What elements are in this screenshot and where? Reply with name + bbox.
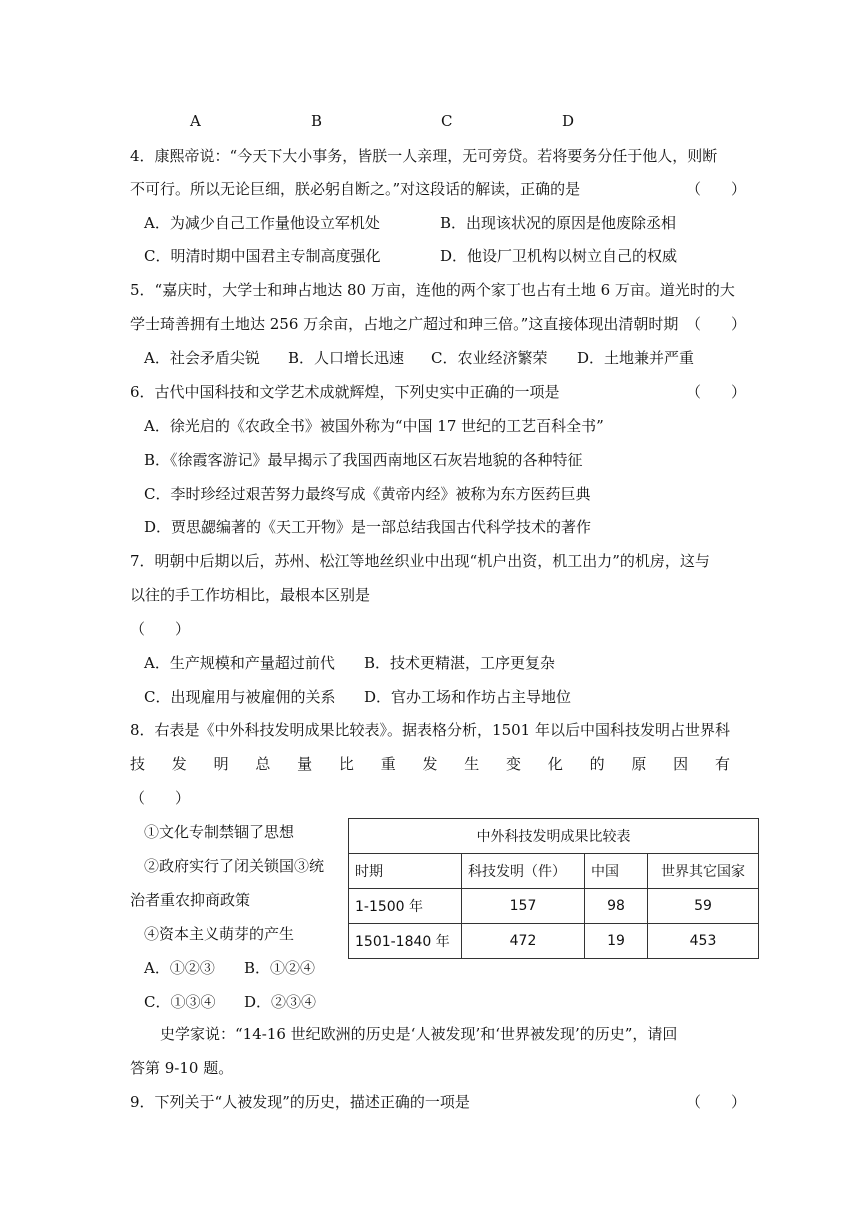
q8-item-2-cont: 治者重农抑商政策 — [130, 891, 251, 909]
table-row — [349, 924, 759, 959]
intro-line2: 答第 9-10 题。 — [130, 1059, 234, 1077]
q5-option-c: C．农业经济繁荣 — [431, 349, 548, 367]
q8-char: 发 — [422, 755, 438, 773]
q8-char: 变 — [506, 755, 522, 773]
q7-option-d: D．官办工场和作坊占主导地位 — [364, 688, 572, 706]
option-label-b: B — [311, 112, 323, 130]
table-cell: 453 — [648, 924, 759, 959]
q4-option-b: B．出现该状况的原因是他废除丞相 — [440, 214, 677, 232]
table-cell: 98 — [585, 889, 648, 924]
q6-option-c: C．李时珍经过艰苦努力最终写成《黄帝内经》被称为东方医药巨典 — [144, 485, 591, 503]
q5-stem-line2: 学士琦善拥有土地达 256 万余亩，占地之广超过和珅三倍。”这直接体现出清朝时期 — [130, 315, 679, 333]
q8-char: 技 — [130, 755, 146, 773]
q8-char: 因 — [673, 755, 689, 773]
q4-stem-line2: 不可行。所以无论巨细，朕必躬自断之。”对这段话的解读，正确的是 — [130, 180, 581, 198]
q8-char: 发 — [171, 755, 187, 773]
table-header-row — [349, 854, 759, 889]
q8-char: 重 — [380, 755, 396, 773]
q8-char: 化 — [547, 755, 563, 773]
q8-option-a: A．①②③ — [144, 959, 215, 977]
option-label-a: A — [190, 112, 201, 130]
q4-stem-line1: 4．康熙帝说：“今天下大小事务，皆朕一人亲理，无可旁贷。若将要务分任于他人，则断 — [130, 147, 718, 165]
q6-option-a: A．徐光启的《农政全书》被国外称为“中国 17 世纪的工艺百科全书” — [144, 417, 604, 435]
q6-option-b: B．《徐霞客游记》最早揭示了我国西南地区石灰岩地貌的各种特征 — [144, 451, 583, 469]
q5-option-d: D．土地兼并严重 — [577, 349, 695, 367]
table-header: 时期 — [349, 854, 462, 889]
table-cell: 19 — [585, 924, 648, 959]
table-cell: 1-1500 年 — [349, 889, 462, 924]
q8-option-c: C．①③④ — [144, 993, 216, 1011]
q7-stem-line1: 7．明朝中后期以后，苏州、松江等地丝织业中出现“机户出资，机工出力”的机房，这与 — [130, 552, 710, 570]
q6-answer-blank: （ ） — [686, 383, 747, 401]
q8-char: 明 — [213, 755, 229, 773]
q9-stem: 9．下列关于“人被发现”的历史，描述正确的一项是 — [130, 1093, 470, 1111]
q8-char: 有 — [714, 755, 730, 773]
q7-answer-blank: （ ） — [130, 620, 191, 638]
table-cell: 472 — [462, 924, 585, 959]
table-caption: 中外科技发明成果比较表 — [349, 819, 759, 854]
table-header: 科技发明（件） — [462, 854, 585, 889]
table-header: 中国 — [585, 854, 648, 889]
q6-stem: 6．古代中国科技和文学艺术成就辉煌，下列史实中正确的一项是 — [130, 383, 560, 401]
q8-char: 总 — [255, 755, 271, 773]
q8-char: 原 — [631, 755, 647, 773]
q8-item-2: ②政府实行了闭关锁国③统 — [144, 857, 325, 875]
q8-item-1: ①文化专制禁锢了思想 — [144, 823, 295, 841]
q8-char: 生 — [464, 755, 480, 773]
q8-char: 的 — [589, 755, 605, 773]
q4-option-c: C．明清时期中国君主专制高度强化 — [144, 247, 381, 265]
table-cell: 59 — [648, 889, 759, 924]
table-row — [349, 889, 759, 924]
intro-line1: 史学家说：“14-16 世纪欧洲的历史是‘人被发现’和‘世界被发现’的历史”，请回 — [160, 1025, 678, 1043]
q4-answer-blank: （ ） — [686, 180, 747, 198]
q7-option-a: A．生产规模和产量超过前代 — [144, 654, 335, 672]
option-label-d: D — [562, 112, 575, 130]
q8-option-b: B．①②④ — [244, 959, 316, 977]
q4-option-a: A．为减少自己工作量他设立军机处 — [144, 214, 380, 232]
q8-answer-blank: （ ） — [130, 789, 191, 807]
q5-option-b: B．人口增长迅速 — [288, 349, 405, 367]
option-label-c: C — [441, 112, 453, 130]
q8-stem-line1: 8．右表是《中外科技发明成果比较表》。据表格分析，1501 年以后中国科技发明占世界科 — [130, 721, 730, 739]
q4-option-d: D．他设厂卫机构以树立自己的权威 — [440, 247, 678, 265]
q8-stem-line2 — [130, 754, 730, 774]
table-cell: 1501-1840 年 — [349, 924, 462, 959]
q7-option-c: C．出现雇用与被雇佣的关系 — [144, 688, 336, 706]
q7-stem-line2: 以往的手工作坊相比，最根本区别是 — [130, 586, 371, 604]
q7-option-b: B．技术更精湛，工序更复杂 — [364, 654, 556, 672]
table-cell: 157 — [462, 889, 585, 924]
comparison-table — [348, 818, 759, 959]
q9-answer-blank: （ ） — [686, 1093, 747, 1111]
q8-option-d: D．②③④ — [244, 993, 317, 1011]
q5-stem-line1: 5．“嘉庆时，大学士和珅占地达 80 万亩，连他的两个家丁也占有土地 6 万亩。道光时的大 — [130, 281, 735, 299]
q5-option-a: A．社会矛盾尖锐 — [144, 349, 260, 367]
table-caption-row — [349, 819, 759, 854]
q8-char: 量 — [297, 755, 313, 773]
q5-answer-blank: （ ） — [686, 315, 747, 333]
q8-item-4: ④资本主义萌芽的产生 — [144, 925, 295, 943]
q8-char: 比 — [338, 755, 354, 773]
q6-option-d: D．贾思勰编著的《天工开物》是一部总结我国古代科学技术的著作 — [144, 518, 592, 536]
table-header: 世界其它国家 — [648, 854, 759, 889]
